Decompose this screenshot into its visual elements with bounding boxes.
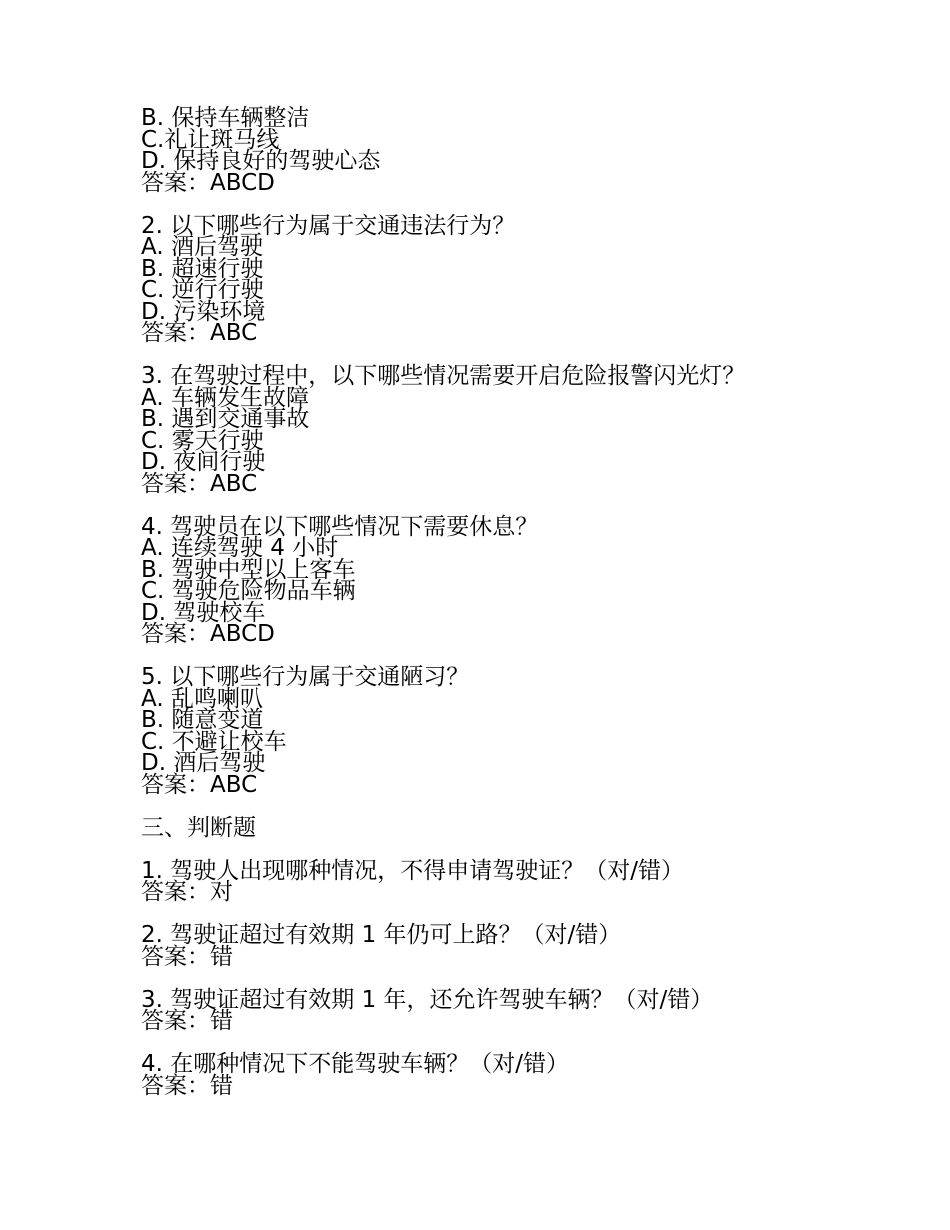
question-text: 3. 在驾驶过程中，以下哪些情况需要开启危险报警闪光灯？ bbox=[141, 363, 746, 389]
answer: 答案：错 bbox=[141, 943, 233, 970]
option-c: C. 不避让校车 bbox=[141, 728, 287, 755]
option-d: D. 酒后驾驶 bbox=[141, 750, 266, 776]
answer: 答案：错 bbox=[141, 1072, 233, 1099]
mc-question-4 bbox=[141, 513, 901, 647]
option-c: C. 逆行行驶 bbox=[141, 277, 264, 303]
option-c: C.礼让斑马线 bbox=[141, 126, 280, 153]
answer: 答案：ABC bbox=[141, 320, 258, 346]
option-d: D. 保持良好的驾驶心态 bbox=[141, 148, 381, 174]
tf-question-2 bbox=[141, 922, 901, 970]
document-page bbox=[141, 105, 901, 1119]
question-text: 1. 驾驶人出现哪种情况，不得申请驾驶证？（对/错） bbox=[141, 857, 685, 884]
tf-question-1 bbox=[141, 857, 901, 905]
option-c: C. 驾驶危险物品车辆 bbox=[141, 578, 356, 604]
section-title-true-false: 三、判断题 bbox=[141, 814, 256, 841]
question-text: 2. 驾驶证超过有效期 1 年仍可上路？（对/错） bbox=[141, 922, 622, 948]
answer: 答案：错 bbox=[141, 1008, 233, 1034]
question-text: 4. 在哪种情况下不能驾驶车辆？（对/错） bbox=[141, 1051, 570, 1077]
option-a: A. 连续驾驶 4 小时 bbox=[141, 535, 339, 561]
answer: 答案：ABCD bbox=[141, 621, 275, 647]
answer: 答案：ABCD bbox=[141, 169, 275, 196]
option-b: B. 超速行驶 bbox=[141, 255, 264, 282]
option-a: A. 酒后驾驶 bbox=[141, 234, 263, 260]
option-a: A. 乱鸣喇叭 bbox=[141, 685, 263, 712]
option-b: B. 随意变道 bbox=[141, 707, 264, 733]
mc-question-2 bbox=[141, 212, 901, 346]
answer: 答案：ABC bbox=[141, 470, 258, 497]
tf-question-3 bbox=[141, 986, 901, 1034]
option-d: D. 夜间行驶 bbox=[141, 449, 266, 475]
option-d: D. 污染环境 bbox=[141, 298, 266, 325]
mc-question-1-continued bbox=[141, 105, 901, 196]
option-b: B. 保持车辆整洁 bbox=[141, 105, 310, 131]
question-text: 5. 以下哪些行为属于交通陋习？ bbox=[141, 664, 470, 690]
question-text: 4. 驾驶员在以下哪些情况下需要休息？ bbox=[141, 513, 539, 540]
option-c: C. 雾天行驶 bbox=[141, 427, 264, 454]
mc-question-3 bbox=[141, 363, 901, 497]
answer: 答案：ABC bbox=[141, 771, 258, 798]
question-text: 2. 以下哪些行为属于交通违法行为？ bbox=[141, 212, 516, 239]
option-b: B. 驾驶中型以上客车 bbox=[141, 556, 356, 583]
tf-question-4 bbox=[141, 1051, 901, 1099]
question-text: 3. 驾驶证超过有效期 1 年，还允许驾驶车辆？（对/错） bbox=[141, 986, 714, 1013]
option-a: A. 车辆发生故障 bbox=[141, 384, 309, 411]
option-b: B. 遇到交通事故 bbox=[141, 406, 310, 432]
option-d: D. 驾驶校车 bbox=[141, 599, 266, 626]
answer: 答案：对 bbox=[141, 879, 233, 905]
mc-question-5 bbox=[141, 664, 901, 798]
